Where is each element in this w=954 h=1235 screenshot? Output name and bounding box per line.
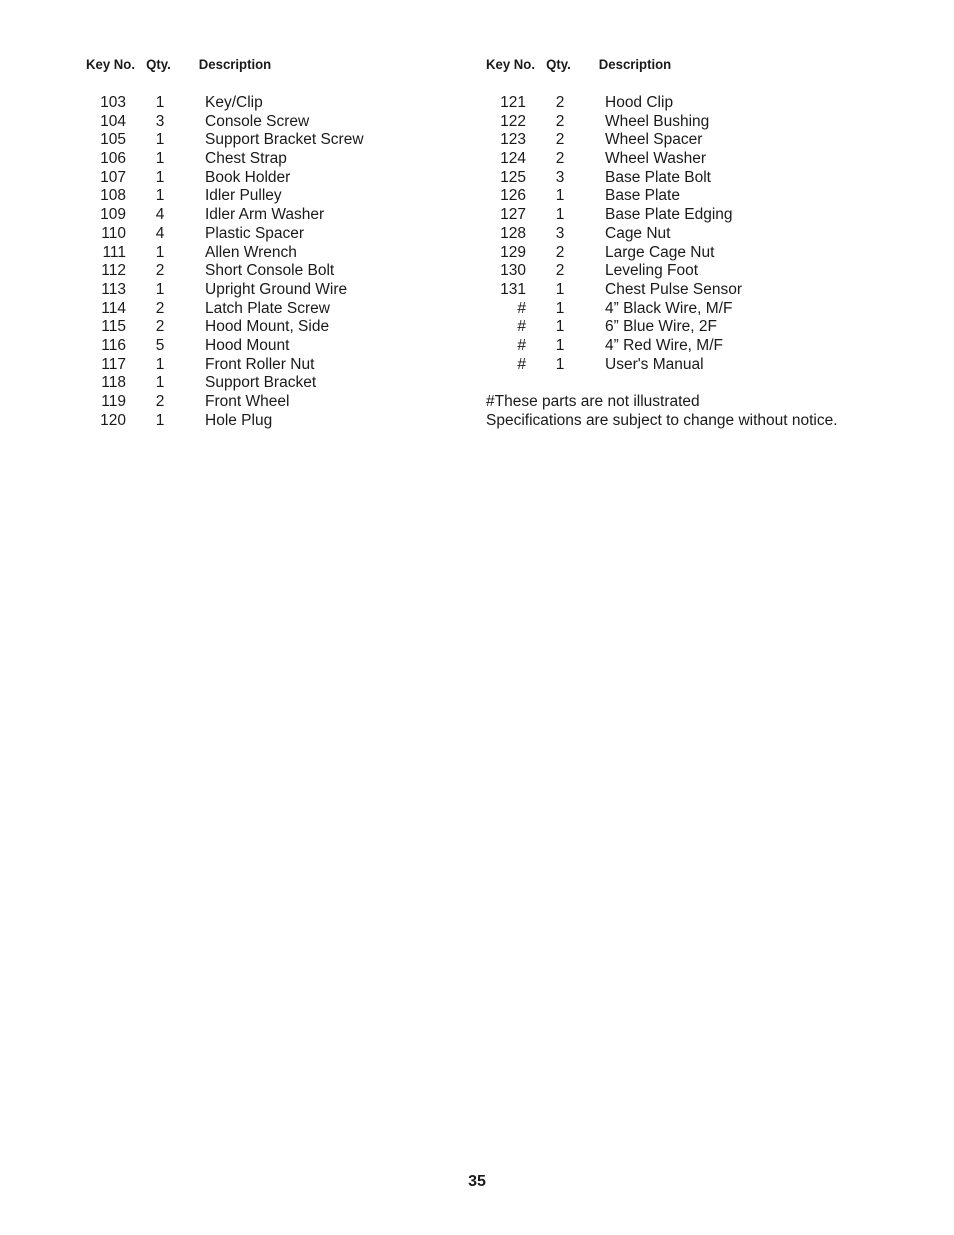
part-qty: 3 — [555, 168, 565, 186]
part-description: Base Plate Edging — [605, 206, 733, 224]
part-qty: 2 — [555, 262, 565, 280]
parts-list-right-column — [486, 54, 906, 430]
part-key-no: 115 — [101, 318, 126, 336]
part-description: Idler Pulley — [205, 187, 282, 205]
part-description: 4” Red Wire, M/F — [605, 336, 723, 354]
part-qty: 4 — [155, 224, 165, 242]
part-qty: 2 — [155, 393, 165, 410]
parts-row — [86, 94, 466, 113]
parts-rows-left — [86, 94, 466, 430]
part-description: Leveling Foot — [605, 262, 699, 280]
part-qty: 2 — [555, 243, 565, 261]
part-key-no: 108 — [100, 187, 126, 205]
part-description: Large Cage Nut — [605, 243, 715, 261]
part-qty: 2 — [155, 299, 165, 317]
parts-list-header-right — [486, 54, 881, 74]
part-qty: 1 — [155, 150, 165, 168]
part-qty: 1 — [155, 94, 165, 111]
parts-row — [486, 131, 906, 150]
parts-row — [486, 337, 906, 356]
part-description: Base Plate — [605, 187, 680, 205]
part-qty: 1 — [555, 299, 565, 317]
part-key-no: 110 — [101, 224, 126, 242]
part-description: Wheel Washer — [605, 150, 707, 168]
part-key-no: 130 — [500, 262, 526, 280]
part-qty: 3 — [555, 224, 565, 242]
part-qty: 1 — [155, 411, 165, 429]
part-description: Book Holder — [205, 168, 291, 186]
part-description: Base Plate Bolt — [605, 168, 711, 186]
header-key-no: Key No. — [486, 56, 535, 72]
part-qty: 2 — [155, 318, 165, 336]
part-qty: 1 — [155, 280, 165, 298]
part-key-no: # — [517, 299, 526, 317]
part-description: Chest Pulse Sensor — [605, 280, 742, 298]
part-key-no: 106 — [100, 150, 126, 168]
parts-row — [486, 169, 906, 188]
parts-row — [486, 225, 906, 244]
parts-row — [86, 244, 466, 263]
parts-row — [86, 374, 466, 393]
parts-row — [86, 412, 466, 431]
part-qty: 2 — [555, 112, 565, 130]
parts-row — [486, 150, 906, 169]
parts-row — [86, 225, 466, 244]
part-description: Front Roller Nut — [205, 355, 315, 373]
part-key-no: 113 — [101, 280, 126, 298]
part-description: Hood Clip — [605, 94, 674, 111]
part-qty: 2 — [155, 262, 165, 280]
parts-row — [86, 300, 466, 319]
part-description: Allen Wrench — [205, 243, 297, 261]
header-description: Description — [598, 56, 672, 72]
part-description: Hole Plug — [205, 411, 273, 429]
parts-row — [86, 262, 466, 281]
part-key-no: # — [517, 355, 526, 373]
parts-row — [486, 94, 906, 113]
part-qty: 2 — [555, 150, 565, 168]
part-description: Console Screw — [205, 112, 310, 130]
parts-row — [486, 318, 906, 337]
part-qty: 1 — [155, 187, 165, 205]
part-description: Cage Nut — [605, 224, 671, 242]
part-description: Idler Arm Washer — [205, 206, 325, 224]
part-key-no: 129 — [500, 243, 526, 261]
part-key-no: 114 — [101, 299, 126, 317]
part-key-no: 123 — [500, 131, 526, 149]
part-key-no: 121 — [500, 94, 526, 111]
part-qty: 2 — [555, 94, 565, 111]
part-description: Latch Plate Screw — [205, 299, 330, 317]
part-description: Chest Strap — [205, 150, 287, 168]
part-qty: 1 — [155, 374, 165, 392]
part-key-no: 107 — [100, 168, 126, 186]
part-key-no: 109 — [100, 206, 126, 224]
part-key-no: # — [517, 336, 526, 354]
part-qty: 1 — [155, 243, 165, 261]
part-key-no: 122 — [500, 112, 526, 130]
parts-row — [86, 318, 466, 337]
part-key-no: 103 — [100, 94, 126, 111]
part-key-no: 112 — [101, 262, 126, 280]
part-qty: 1 — [155, 131, 165, 149]
part-description: Short Console Bolt — [205, 262, 335, 280]
parts-row — [486, 187, 906, 206]
header-qty: Qty. — [146, 56, 171, 72]
part-description: Hood Mount — [205, 336, 290, 354]
part-qty: 5 — [155, 336, 165, 354]
part-key-no: 111 — [102, 243, 126, 261]
part-key-no: 126 — [500, 187, 526, 205]
part-qty: 2 — [555, 131, 565, 149]
parts-row — [86, 131, 466, 150]
part-description: Upright Ground Wire — [205, 280, 348, 298]
part-description: Wheel Bushing — [605, 112, 710, 130]
part-description: Wheel Spacer — [605, 131, 703, 149]
part-key-no: 117 — [101, 355, 126, 373]
parts-list-left-column — [86, 54, 466, 430]
parts-row — [86, 169, 466, 188]
part-key-no: 104 — [100, 112, 126, 130]
part-qty: 1 — [555, 318, 565, 336]
parts-row — [86, 337, 466, 356]
note-specifications: Specifications are subject to change without notice. — [486, 411, 838, 429]
part-description: Plastic Spacer — [205, 224, 305, 242]
part-key-no: # — [517, 318, 526, 336]
parts-row — [486, 262, 906, 281]
part-description: Support Bracket Screw — [205, 131, 364, 149]
part-description: 6” Blue Wire, 2F — [605, 318, 717, 336]
part-key-no: 127 — [500, 206, 526, 224]
parts-row — [486, 244, 906, 263]
part-key-no: 124 — [500, 150, 526, 168]
part-description: 4” Black Wire, M/F — [605, 299, 733, 317]
part-qty: 1 — [555, 336, 565, 354]
part-qty: 1 — [555, 355, 565, 373]
part-description: Key/Clip — [205, 94, 263, 111]
parts-row — [86, 206, 466, 225]
parts-row — [86, 113, 466, 132]
part-key-no: 131 — [500, 280, 526, 298]
part-qty: 1 — [155, 355, 165, 373]
part-qty: 1 — [555, 280, 565, 298]
part-description: Front Wheel — [205, 393, 290, 410]
parts-row — [86, 187, 466, 206]
part-description: User's Manual — [605, 355, 704, 373]
part-qty: 3 — [155, 112, 165, 130]
part-qty: 1 — [555, 206, 565, 224]
parts-row — [486, 113, 906, 132]
part-key-no: 119 — [101, 393, 126, 410]
part-key-no: 128 — [500, 224, 526, 242]
parts-row — [486, 206, 906, 225]
note-not-illustrated: #These parts are not illustrated — [486, 393, 700, 410]
part-qty: 1 — [555, 187, 565, 205]
parts-notes — [486, 393, 906, 430]
part-key-no: 116 — [101, 336, 126, 354]
parts-rows-right — [486, 94, 906, 374]
part-key-no: 120 — [100, 411, 126, 429]
parts-row — [486, 300, 906, 319]
parts-row — [486, 281, 906, 300]
part-description: Hood Mount, Side — [205, 318, 330, 336]
part-description: Support Bracket — [205, 374, 317, 392]
parts-row — [86, 150, 466, 169]
page-number: 35 — [468, 1173, 486, 1190]
header-key-no: Key No. — [86, 56, 135, 72]
parts-row — [86, 356, 466, 375]
part-qty: 4 — [155, 206, 165, 224]
header-description: Description — [198, 56, 272, 72]
part-key-no: 125 — [500, 168, 526, 186]
part-key-no: 118 — [101, 374, 126, 392]
parts-list-header-left — [86, 54, 443, 74]
part-key-no: 105 — [100, 131, 126, 149]
part-qty: 1 — [155, 168, 165, 186]
parts-row — [486, 356, 906, 375]
header-qty: Qty. — [546, 56, 571, 72]
parts-row — [86, 393, 466, 412]
parts-row — [86, 281, 466, 300]
